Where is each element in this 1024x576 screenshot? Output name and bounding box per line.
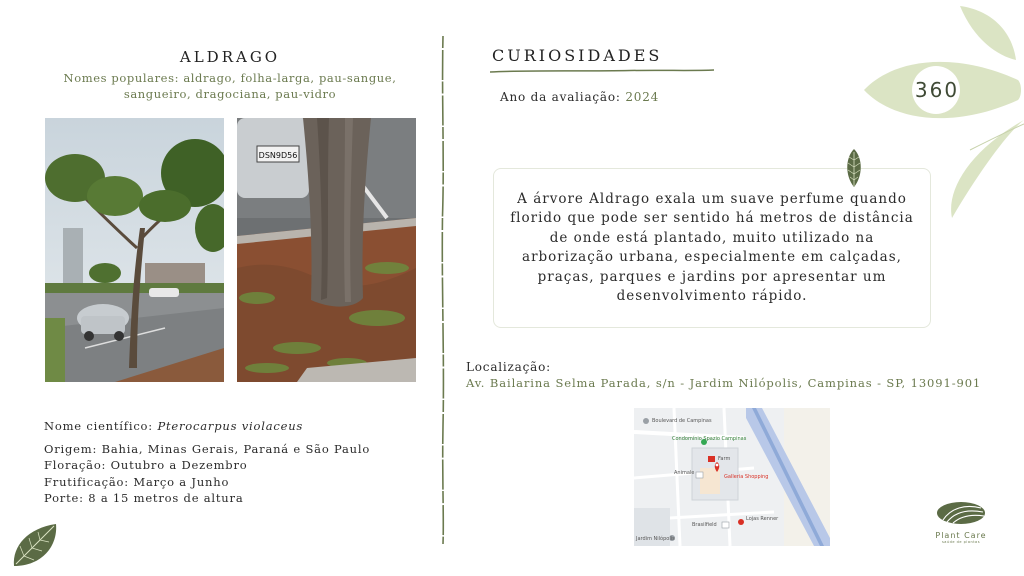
logo-leaf-icon (935, 500, 987, 526)
brand-tagline: saúde de plantas (941, 540, 981, 544)
curiosities-underline (490, 68, 714, 74)
map-label-brasilfield: Brasilfield (692, 522, 717, 528)
tree-size: Porte: 8 a 15 metros de altura (44, 491, 244, 505)
leaf-corner-icon (8, 520, 60, 572)
evaluation-year-label: Ano da avaliação: (500, 90, 621, 104)
tree-name: ALDRAGO (179, 48, 281, 66)
map-label-bottom-left: Jardim Nilópolis (636, 536, 675, 542)
flowering: Floração: Outubro a Dezembro (44, 458, 248, 472)
plant-care-logo (926, 500, 996, 550)
popular-names-label: Nomes populares: (63, 71, 180, 85)
map-label-farm: Farm (718, 456, 731, 462)
scientific-name: Pterocarpus violaceus (157, 419, 304, 433)
evaluation-year (500, 90, 659, 104)
curiosity-card (493, 168, 931, 328)
curiosity-text: A árvore Aldrago exala um suave perfume quando florido que pode ser sentido há metros de distância de onde está plantado, muito utilizado na arborização urbana, especialmente em calçadas, praças, parques e jardins por apresentar um desenvolvimento rápido. (510, 190, 914, 304)
trunk-photo (237, 118, 416, 382)
evaluation-year-value: 2024 (625, 90, 660, 104)
map-label-animale: Animale (674, 470, 695, 476)
trunk-photo-icon (237, 118, 416, 382)
curiosities-title: CURIOSIDADES (492, 46, 663, 65)
badge-number: 360 (914, 78, 960, 102)
location-address: Av. Bailarina Selma Parada, s/n - Jardim Nilópolis, Campinas - SP, 13091-901 (466, 376, 982, 390)
tree-photo-icon (45, 118, 224, 382)
fruiting: Frutificação: Março a Junho (44, 474, 230, 489)
tree-details (44, 418, 370, 507)
map-label-galleria: Galleria Shopping (724, 474, 769, 480)
brand-name: Plant Care (935, 531, 987, 540)
leaf-icon (843, 148, 865, 188)
map-label-top: Boulevard de Campinas (652, 418, 712, 424)
vertical-divider (438, 36, 448, 544)
map-label-lojas: Lojas Renner (746, 516, 779, 522)
location-label: Localização: (466, 360, 551, 374)
popular-names-value: aldrago, folha-larga, pau-sangue, sangueiro, dragociana, pau-vidro (123, 71, 397, 101)
popular-names (44, 70, 416, 102)
scientific-name-row (44, 418, 370, 435)
map-label-condominium: Condomínio Spazio Campinas (672, 436, 747, 442)
license-plate: DSN9D56 (258, 151, 298, 160)
scientific-name-label: Nome científico: (44, 419, 153, 433)
tree-photo (45, 118, 224, 382)
location-map[interactable] (634, 408, 830, 546)
origin: Origem: Bahia, Minas Gerais, Paraná e São Paulo (44, 441, 371, 456)
